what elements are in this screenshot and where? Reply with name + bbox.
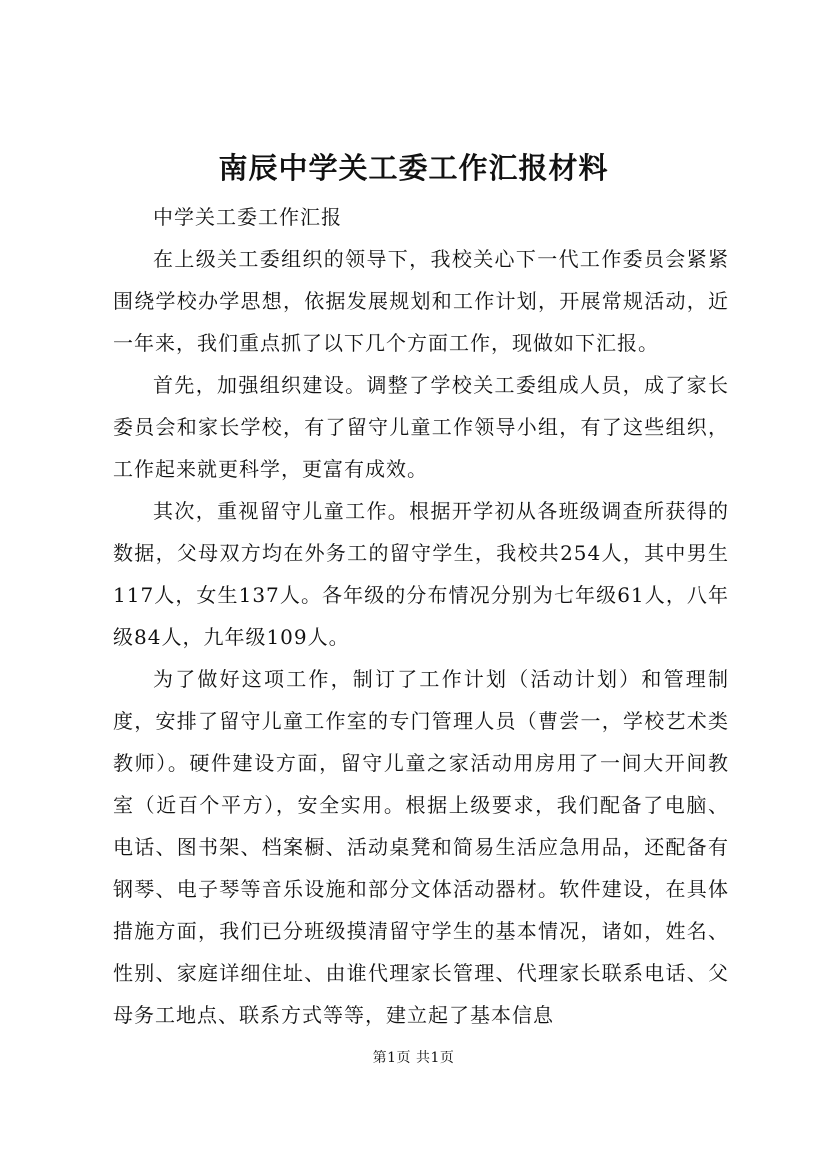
paragraph-left-behind-children: 其次，重视留守儿童工作。根据开学初从各班级调查所获得的数据，父母双方均在外务工的留守学生，我校共254人，其中男生117人，女生137人。各年级的分布情况分别为七年级61人，八年级84人，九年级109人。 — [113, 499, 729, 649]
document-body — [113, 196, 729, 1036]
paragraph-organization: 首先，加强组织建设。调整了学校关工委组成人员，成了家长委员会和家长学校，有了留守儿童工作领导小组，有了这些组织，工作起来就更科学，更富有成效。 — [113, 373, 729, 481]
paragraph-subtitle: 中学关工委工作汇报 — [153, 205, 342, 229]
document-title: 南辰中学关工委工作汇报材料 — [218, 151, 609, 185]
page-footer: 第1页 共1页 — [372, 1050, 455, 1066]
paragraph-work-measures: 为了做好这项工作，制订了工作计划（活动计划）和管理制度，安排了留守儿童工作室的专门管理人员（曹尝一，学校艺术类教师）。硬件建设方面，留守儿童之家活动用房用了一间大开间教室（近百个平方），安全实用。根据上级要求，我们配备了电脑、电话、图书架、档案橱、活动桌凳和简易生活应急用品，还配备有钢琴、电子琴等音乐设施和部分文体活动器材。软件建设，在具体措施方面，我们已分班级摸清留守学生的基本情况，诸如，姓名、性别、家庭详细住址、由谁代理家长管理、代理家长联系电话、父母务工地点、联系方式等等，建立起了基本信息 — [113, 667, 729, 1027]
paragraph-intro: 在上级关工委组织的领导下，我校关心下一代工作委员会紧紧围绕学校办学思想，依据发展规划和工作计划，开展常规活动，近一年来，我们重点抓了以下几个方面工作，现做如下汇报。 — [113, 247, 729, 355]
